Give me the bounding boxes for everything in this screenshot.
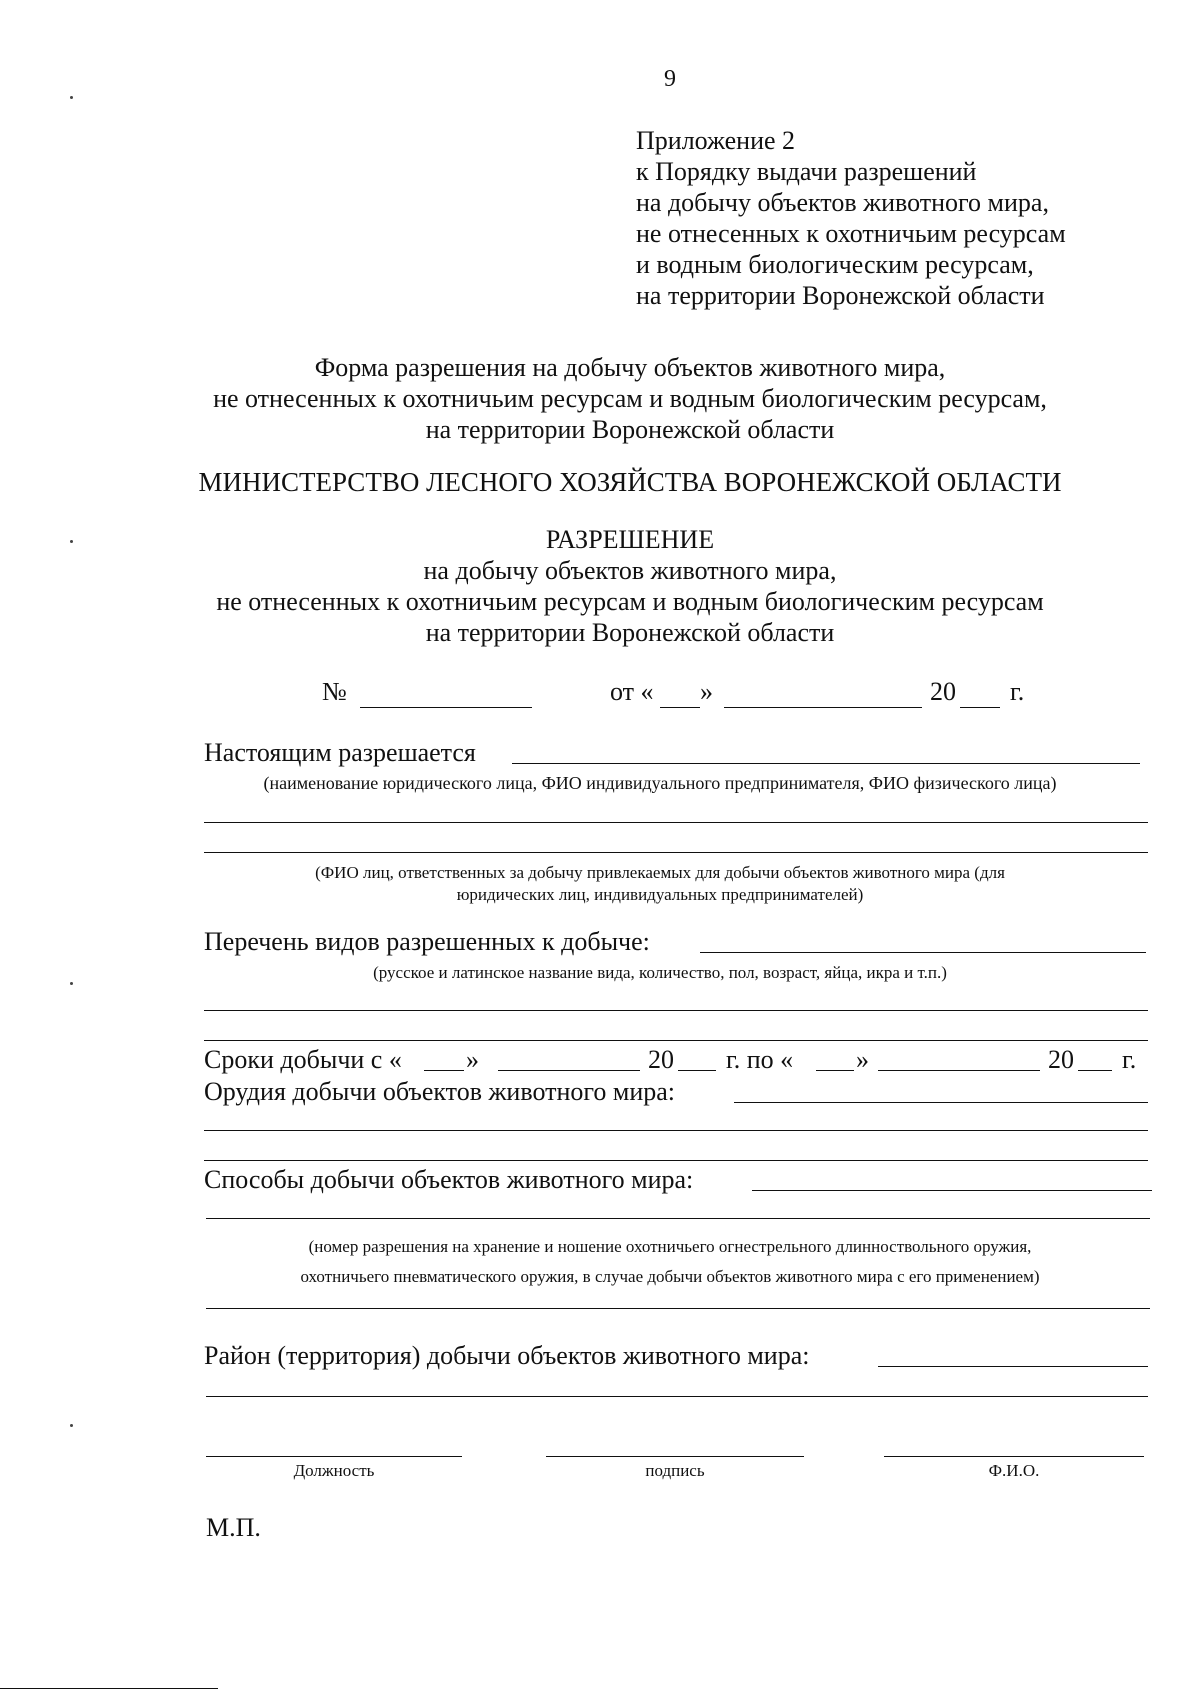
methods-hint-line: охотничьего пневматического оружия, в случае добычи объектов животного мира с его применением) bbox=[300, 1267, 1040, 1286]
appendix-line: на территории Воронежской области bbox=[636, 281, 1045, 310]
date-from-label: от « bbox=[610, 677, 654, 706]
form-title bbox=[180, 352, 1080, 445]
scan-dot bbox=[70, 540, 73, 543]
tools-blank-2[interactable] bbox=[204, 1130, 1148, 1131]
permit-line: на добычу объектов животного мира, bbox=[423, 556, 837, 585]
appendix-line: не отнесенных к охотничьим ресурсам bbox=[636, 219, 1066, 248]
scan-dot bbox=[70, 982, 73, 985]
terms-close-quote-2: » bbox=[856, 1045, 869, 1074]
tools-blank[interactable] bbox=[734, 1102, 1148, 1103]
hereby-hint: (наименование юридического лица, ФИО индивидуального предпринимателя, ФИО физического лица) bbox=[263, 773, 1057, 793]
permit-line: не отнесенных к охотничьим ресурсам и водным биологическим ресурсам bbox=[216, 587, 1044, 616]
scan-dot bbox=[70, 1424, 73, 1427]
species-blank-2[interactable] bbox=[204, 1010, 1148, 1011]
form-title-line: не отнесенных к охотничьим ресурсам и водным биологическим ресурсам, bbox=[213, 384, 1047, 413]
species-hint: (русское и латинское название вида, количество, пол, возраст, яйца, икра и т.п.) bbox=[373, 963, 947, 982]
terms-close-quote: » bbox=[466, 1045, 479, 1074]
date-day-blank[interactable] bbox=[660, 707, 700, 708]
area-blank[interactable] bbox=[878, 1366, 1148, 1367]
form-title-line: на территории Воронежской области bbox=[425, 415, 835, 444]
appendix-line: на добычу объектов животного мира, bbox=[636, 188, 1049, 217]
terms-to-label: г. по « bbox=[726, 1045, 794, 1074]
page-number: 9 bbox=[664, 66, 676, 92]
methods-blank-2[interactable] bbox=[206, 1218, 1150, 1219]
species-blank[interactable] bbox=[700, 952, 1146, 953]
form-title-line: Форма разрешения на добычу объектов животного мира, bbox=[314, 353, 946, 382]
hereby-label: Настоящим разрешается bbox=[204, 738, 476, 767]
permit-heading bbox=[180, 524, 1080, 648]
methods-blank[interactable] bbox=[752, 1190, 1152, 1191]
appendix-block bbox=[636, 125, 1066, 311]
methods-blank-3[interactable] bbox=[206, 1308, 1150, 1309]
name-blank[interactable] bbox=[884, 1456, 1144, 1457]
methods-label: Способы добычи объектов животного мира: bbox=[204, 1165, 694, 1194]
date-month-blank[interactable] bbox=[724, 707, 922, 708]
scan-edge bbox=[0, 1688, 218, 1689]
species-label: Перечень видов разрешенных к добыче: bbox=[204, 927, 650, 956]
terms-year-to-blank[interactable] bbox=[1078, 1070, 1112, 1071]
position-blank[interactable] bbox=[206, 1456, 462, 1457]
appendix-line: и водным биологическим ресурсам, bbox=[636, 250, 1034, 279]
area-blank-2[interactable] bbox=[206, 1396, 1148, 1397]
number-sign: № bbox=[322, 677, 347, 706]
species-blank-3[interactable] bbox=[204, 1040, 1148, 1041]
stamp-label: М.П. bbox=[206, 1513, 261, 1542]
tools-blank-3[interactable] bbox=[204, 1160, 1148, 1161]
permit-title: РАЗРЕШЕНИЕ bbox=[545, 525, 715, 554]
terms-day-from-blank[interactable] bbox=[424, 1070, 464, 1071]
permit-number-blank[interactable] bbox=[360, 707, 532, 708]
ministry-name: МИНИСТЕРСТВО ЛЕСНОГО ХОЗЯЙСТВА ВОРОНЕЖСКОЙ ОБЛАСТИ bbox=[198, 467, 1062, 497]
responsible-hint-line: (ФИО лиц, ответственных за добычу привлекаемых для добычи объектов животного мира (для bbox=[315, 863, 1005, 882]
terms-month-to-blank[interactable] bbox=[878, 1070, 1040, 1071]
terms-month-from-blank[interactable] bbox=[498, 1070, 640, 1071]
terms-year-prefix-2: 20 bbox=[1048, 1045, 1074, 1074]
responsible-hint-line: юридических лиц, индивидуальных предпринимателей) bbox=[456, 885, 864, 904]
area-label: Район (территория) добычи объектов животного мира: bbox=[204, 1341, 810, 1370]
tools-label: Орудия добычи объектов животного мира: bbox=[204, 1077, 676, 1106]
date-year-blank[interactable] bbox=[960, 707, 1000, 708]
date-close-quote: » bbox=[700, 677, 713, 706]
name-caption: Ф.И.О. bbox=[988, 1461, 1040, 1480]
methods-hint-line: (номер разрешения на хранение и ношение охотничьего огнестрельного длинноствольного оружия, bbox=[308, 1237, 1032, 1256]
scan-dot bbox=[70, 96, 73, 99]
date-year-suffix: г. bbox=[1010, 677, 1025, 706]
responsible-blank[interactable] bbox=[204, 852, 1148, 853]
terms-year-prefix: 20 bbox=[648, 1045, 674, 1074]
methods-hint bbox=[180, 1232, 1160, 1292]
position-caption: Должность bbox=[293, 1461, 375, 1480]
appendix-line: Приложение 2 bbox=[636, 126, 796, 155]
terms-label: Сроки добычи с « bbox=[204, 1045, 402, 1074]
terms-day-to-blank[interactable] bbox=[816, 1070, 854, 1071]
hereby-blank[interactable] bbox=[512, 763, 1140, 764]
hereby-blank-2[interactable] bbox=[204, 822, 1148, 823]
responsible-hint bbox=[180, 862, 1140, 906]
date-year-prefix: 20 bbox=[930, 677, 956, 706]
permit-line: на территории Воронежской области bbox=[425, 618, 835, 647]
terms-year-from-blank[interactable] bbox=[678, 1070, 716, 1071]
signature-blank[interactable] bbox=[546, 1456, 804, 1457]
appendix-line: к Порядку выдачи разрешений bbox=[636, 157, 977, 186]
terms-suffix: г. bbox=[1122, 1045, 1137, 1074]
signature-caption: подпись bbox=[645, 1461, 705, 1480]
